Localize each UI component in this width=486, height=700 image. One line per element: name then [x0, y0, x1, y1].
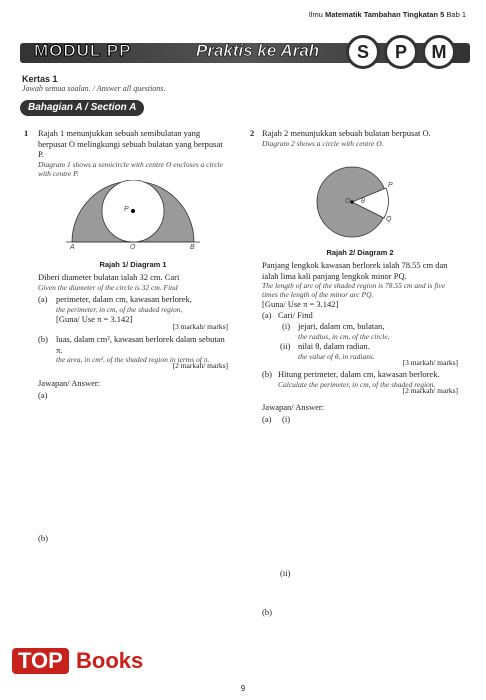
q2-caption: Rajah 2/ Diagram 2 [326, 248, 394, 257]
q1-b: luas, dalam cm², kawasan berlorek dalam sebutan π. the area, in cm², of the shaded region in terms of π. [56, 334, 225, 364]
q2-ai-label: (i) [282, 321, 291, 331]
section-badge: Bahagian A / Section A [20, 100, 144, 116]
label-p: P [124, 206, 129, 213]
label-o2: O [345, 198, 351, 205]
q2-stem: Rajah 2 menunjukkan sebuah bulatan berpusat O. Diagram 2 shows a circle with centre O. [262, 128, 431, 148]
book-title: Matematik Tambahan Tingkatan 5 [324, 10, 445, 19]
q2-answer-a-i: (i) [282, 414, 291, 424]
modul-title: MODUL PP [34, 41, 132, 60]
topbooks-watermark [12, 648, 188, 676]
paper-title: Kertas 1 [22, 74, 58, 84]
watermark-books: Books [76, 648, 144, 673]
q2-answer-a: (a) [262, 414, 272, 424]
label-b: B [190, 244, 195, 251]
chapter-label: Bab 1 [446, 10, 466, 19]
spm-letter-s: S [346, 35, 380, 69]
q2-diagram [312, 160, 396, 244]
q1-number: 1 [24, 128, 29, 138]
q2-answer-b: (b) [262, 607, 272, 617]
centre-o [350, 200, 353, 203]
spm-letter-m: M [422, 35, 456, 69]
q2-answer-label: Jawapan/ Answer: [262, 402, 325, 412]
q2-aii: nilai θ, dalam radian. the value of θ, in radians. [298, 341, 375, 361]
brand-mark: Ilmu [308, 10, 323, 19]
q2-answer-a-ii: (ii) [280, 568, 291, 578]
q1-a-label: (a) [38, 294, 48, 304]
label-o: O [130, 244, 136, 251]
label-p2: P [388, 182, 393, 189]
label-q: Q [386, 216, 392, 223]
q1-a: perimeter, dalam cm, kawasan berlorek, the perimeter, in cm, of the shaded region, [Guna/ Use π = 3.142] [56, 294, 192, 324]
q1-given: Diberi diameter bulatan ialah 32 cm. Cari Given the diameter of the circle is 32 cm. Find [38, 272, 180, 292]
q2-given: Panjang lengkok kawasan berlorek ialah 78.55 cm dan ialah lima kali panjang lengkok minor PQ. The length of arc of the shaded region is 78.55 cm and is five times the length of the minor arc PQ. [Guna/ Use π = 3.142] [262, 260, 448, 309]
label-theta: θ [361, 198, 365, 205]
running-header [309, 10, 466, 19]
page-number: 9 [240, 684, 246, 693]
q2-ai: jejari, dalam cm, bulatan, the radius, in cm, of the circle, [298, 321, 390, 341]
watermark-top: TOP [12, 648, 69, 674]
q1-diagram [66, 180, 206, 256]
q1-stem [38, 128, 228, 178]
q1-text-ms: Rajah 1 menunjukkan sebuah semibulatan yang berpusat O melingkungi sebuah bulatan yang berpusat P. [38, 128, 223, 159]
q2-a-marks: [3 markah/ marks] [402, 358, 458, 367]
q2-aii-label: (ii) [280, 341, 291, 351]
q2-a-text: Cari/ Find [278, 310, 313, 320]
q2-b-label: (b) [262, 369, 272, 379]
q1-answer-b: (b) [38, 533, 48, 543]
q2-a-label: (a) [262, 310, 272, 320]
centre-p [131, 209, 135, 213]
instruction: Jawab semua soalan. / Answer all questions. [22, 84, 166, 93]
q1-a-marks: [3 markah/ marks] [172, 322, 228, 331]
q2-b: Hitung perimeter, dalam cm, kawasan berlorek. Calculate the perimeter, in cm, of the shaded region. [278, 369, 440, 389]
spm-letter-p: P [384, 35, 418, 69]
q1-caption: Rajah 1/ Diagram 1 [99, 260, 167, 269]
label-a: A [70, 244, 75, 251]
modul-banner [20, 35, 470, 71]
q1-b-marks: [2 markah/ marks] [172, 361, 228, 370]
q1-answer-a: (a) [38, 390, 48, 400]
praktis-title: Praktis ke Arah [196, 41, 320, 60]
q2-b-marks: [2 markah/ marks] [402, 386, 458, 395]
q1-text-en: Diagram 1 shows a semicircle with centre O encloses a circle with centre P. [38, 159, 223, 178]
q1-answer-label: Jawapan/ Answer: [38, 378, 101, 388]
q2-number: 2 [250, 128, 255, 138]
q1-b-label: (b) [38, 334, 48, 344]
